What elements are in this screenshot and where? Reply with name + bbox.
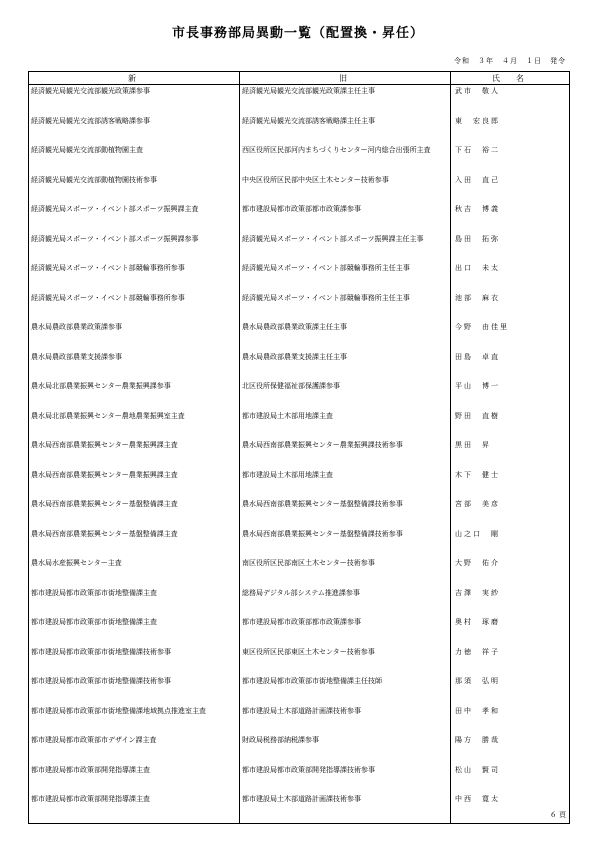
new-position-cell: 農水局西南部農業振興センター基盤整備課主査 [29,498,240,528]
table-row [29,351,570,381]
old-position-cell: 経済観光局スポーツ・イベント部競輪事務所主任主事 [240,292,451,322]
new-position-cell: 経済観光局観光交流部動植物園主査 [29,144,240,174]
person-name-cell: 木下 健士 [451,469,570,499]
person-name-cell: 陽方 勝哉 [451,734,570,764]
table-row [29,439,570,469]
person-name-cell: 松山 賢司 [451,764,570,794]
old-position-cell: 都市建設局都市政策部市街地整備課主任技師 [240,675,451,705]
old-position-cell: 都市建設局都市政策部都市政策課参事 [240,616,451,646]
person-name-cell: 今野 由佳里 [451,321,570,351]
new-position-cell: 農水局西南部農業振興センター基盤整備課主査 [29,528,240,558]
new-position-cell: 都市建設局都市政策部市デザイン課主査 [29,734,240,764]
old-position-cell: 農水局農政部農業政策課主任主事 [240,321,451,351]
old-position-cell: 西区役所区民部河内まちづくりセンター河内総合出張所主査 [240,144,451,174]
table-row [29,498,570,528]
old-position-cell: 農水局西南部農業振興センター基盤整備課技術参事 [240,528,451,558]
old-position-cell: 経済観光局スポーツ・イベント部スポーツ振興課主任主事 [240,233,451,263]
table-row [29,793,570,823]
old-position-cell: 北区役所保健福祉部保護課参事 [240,380,451,410]
old-position-cell: 都市建設局土木部用地課主査 [240,469,451,499]
person-name-cell: 中西 寛太 [451,793,570,823]
old-position-cell: 都市建設局土木部用地課主査 [240,410,451,440]
new-position-cell: 経済観光局観光交流部観光政策課参事 [29,85,240,115]
table-row [29,734,570,764]
new-position-cell: 経済観光局スポーツ・イベント部競輪事務所参事 [29,262,240,292]
new-position-cell: 農水局農政部農業政策課参事 [29,321,240,351]
table-body [29,85,570,824]
old-position-cell: 農水局農政部農業支援課主任主事 [240,351,451,381]
table-row [29,321,570,351]
person-name-cell: 大野 佑介 [451,557,570,587]
header-name: 氏 名 [451,72,570,85]
new-position-cell: 経済観光局スポーツ・イベント部スポーツ振興課主査 [29,203,240,233]
person-name-cell: 宮部 美彦 [451,498,570,528]
table-row [29,115,570,145]
new-position-cell: 農水局北部農業振興センター農地農業振興室主査 [29,410,240,440]
old-position-cell: 南区役所区民部南区土木センター技術参事 [240,557,451,587]
table-row [29,528,570,558]
person-name-cell: 田島 卓直 [451,351,570,381]
person-name-cell: 平山 博一 [451,380,570,410]
table-row [29,410,570,440]
table-row [29,616,570,646]
new-position-cell: 農水局西南部農業振興センター農業振興課主査 [29,439,240,469]
document-title: 市長事務部局異動一覧（配置換・昇任） [171,26,424,41]
person-name-cell: 山之口 剛 [451,528,570,558]
person-name-cell: 武市 敬人 [451,85,570,115]
person-name-cell: 黒田 昇 [451,439,570,469]
table-row [29,469,570,499]
old-position-cell: 都市建設局都市政策部都市政策課参事 [240,203,451,233]
new-position-cell: 都市建設局都市政策部市街地整備課技術参事 [29,675,240,705]
person-name-cell: 田中 孝和 [451,705,570,735]
new-position-cell: 経済観光局スポーツ・イベント部スポーツ振興課参事 [29,233,240,263]
old-position-cell: 都市建設局土木部道路計画課技術参事 [240,793,451,823]
table-row [29,262,570,292]
table-row [29,203,570,233]
table-row [29,380,570,410]
new-position-cell: 経済観光局スポーツ・イベント部競輪事務所参事 [29,292,240,322]
new-position-cell: 都市建設局都市政策部市街地整備課主査 [29,587,240,617]
old-position-cell: 財政局税務部納税課参事 [240,734,451,764]
old-position-cell: 都市建設局土木部道路計画課技術参事 [240,705,451,735]
header-new: 新 [29,72,240,85]
new-position-cell: 都市建設局都市政策部開発指導課主査 [29,793,240,823]
table-header-row [29,72,570,85]
table-row [29,557,570,587]
header-old: 旧 [240,72,451,85]
person-name-cell: 力徳 祥子 [451,646,570,676]
new-position-cell: 経済観光局観光交流部動植物園技術参事 [29,174,240,204]
new-position-cell: 経済観光局観光交流部誘客戦略課参事 [29,115,240,145]
person-name-cell: 入田 直己 [451,174,570,204]
new-position-cell: 都市建設局都市政策部市街地整備課地域拠点推進室主査 [29,705,240,735]
new-position-cell: 都市建設局都市政策部開発指導課主査 [29,764,240,794]
table-row [29,705,570,735]
personnel-table [28,71,570,824]
person-name-cell: 那須 弘明 [451,675,570,705]
new-position-cell: 農水局北部農業振興センター農業振興課参事 [29,380,240,410]
old-position-cell: 中央区役所区民部中央区土木センター技術参事 [240,174,451,204]
old-position-cell: 総務局デジタル部システム推進課参事 [240,587,451,617]
old-position-cell: 経済観光局観光交流部誘客戦略課主任主事 [240,115,451,145]
person-name-cell: 秋吉 博義 [451,203,570,233]
table-row [29,646,570,676]
person-name-cell: 奥村 琢磨 [451,616,570,646]
table-row [29,85,570,115]
old-position-cell: 東区役所区民部東区土木センター技術参事 [240,646,451,676]
table-row [29,587,570,617]
person-name-cell: 下石 裕二 [451,144,570,174]
person-name-cell: 東 宏良郎 [451,115,570,145]
old-position-cell: 農水局西南部農業振興センター基盤整備課技術参事 [240,498,451,528]
table-row [29,675,570,705]
person-name-cell: 島田 拓弥 [451,233,570,263]
new-position-cell: 農水局西南部農業振興センター農業振興課主査 [29,469,240,499]
old-position-cell: 農水局西南部農業振興センター農業振興課技術参事 [240,439,451,469]
old-position-cell: 経済観光局スポーツ・イベント部競輪事務所主任主事 [240,262,451,292]
new-position-cell: 都市建設局都市政策部市街地整備課技術参事 [29,646,240,676]
table-row [29,292,570,322]
page-number: ６ 頁 [549,811,566,819]
table-row [29,764,570,794]
new-position-cell: 農水局水産振興センター主査 [29,557,240,587]
person-name-cell: 野田 直樹 [451,410,570,440]
issue-date: 令和 ３年 ４月 １日 発令 [454,57,566,65]
old-position-cell: 経済観光局観光交流部観光政策課主任主事 [240,85,451,115]
table-row [29,174,570,204]
table-row [29,144,570,174]
new-position-cell: 農水局農政部農業支援課参事 [29,351,240,381]
person-name-cell: 出口 未太 [451,262,570,292]
person-name-cell: 池部 麻衣 [451,292,570,322]
table-row [29,233,570,263]
person-name-cell: 吉澤 実紗 [451,587,570,617]
new-position-cell: 都市建設局都市政策部市街地整備課主査 [29,616,240,646]
old-position-cell: 都市建設局都市政策部開発指導課技術参事 [240,764,451,794]
